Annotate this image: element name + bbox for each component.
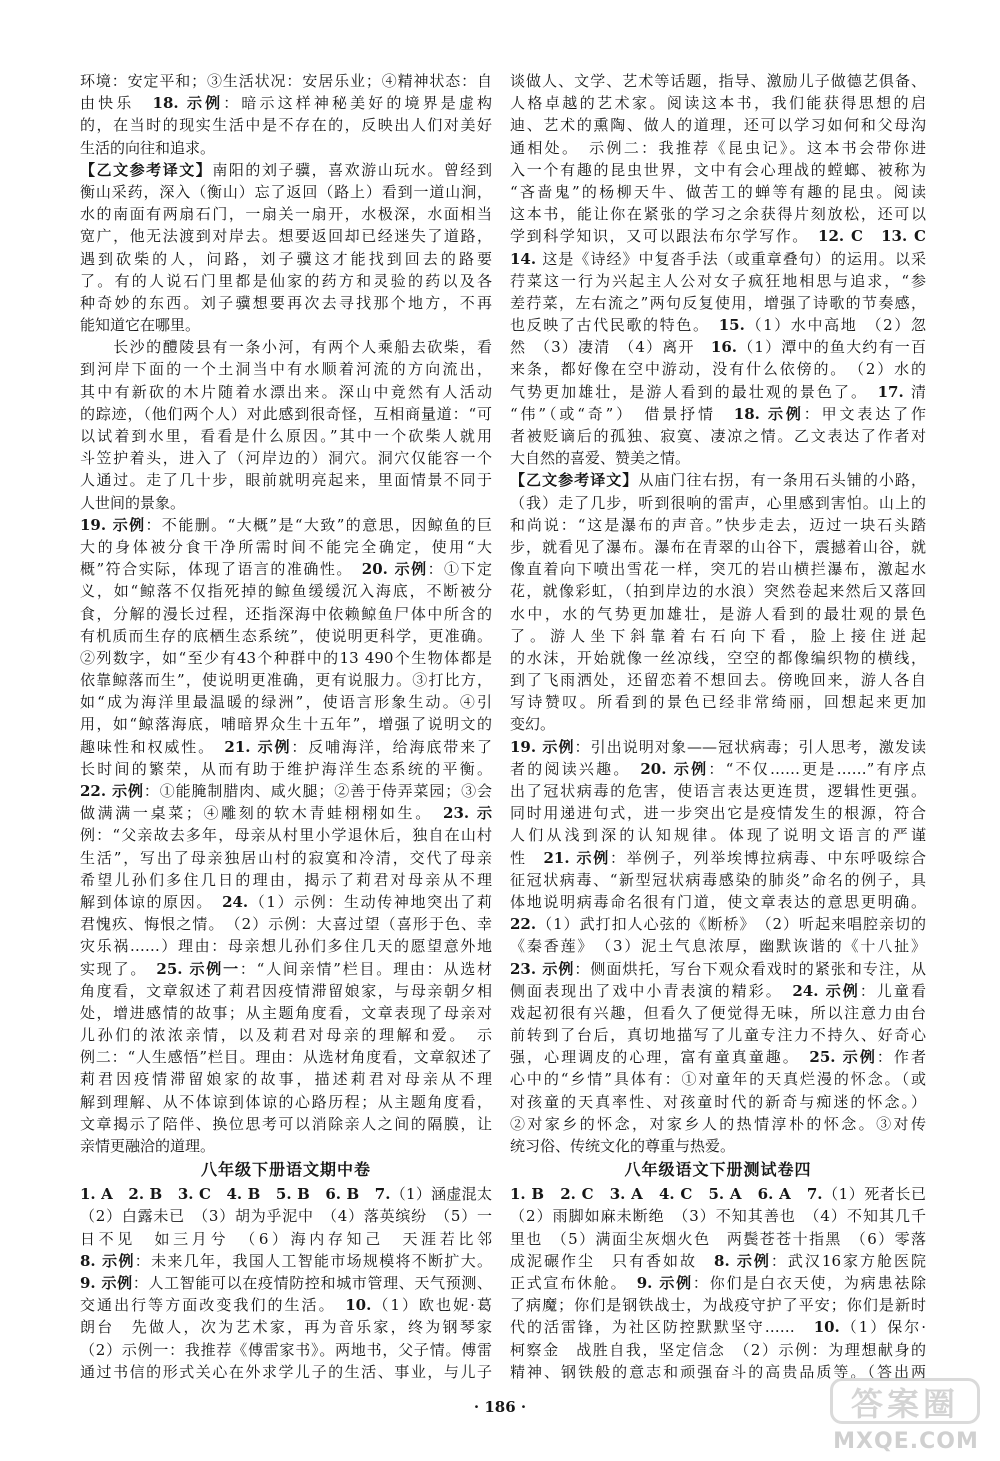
text-line: （2）雨脚如麻未断绝 （3）不知其善也 （4）不知其几千 — [510, 1207, 926, 1226]
question-number: 18. 示例 — [152, 94, 224, 113]
text-line: 22.（1）武打扣人心弦的《断桥》 （2）听起来唱腔亲切的 — [510, 915, 926, 934]
text-line: 做满满一桌菜；④雕刻的软木青蛙栩栩如生。 23. 示 — [80, 804, 492, 823]
text-line: 水中，水的气势更加雄壮，是游人看到的最壮观的景色 — [510, 604, 926, 623]
text-line: 能知道它在哪里。 — [80, 316, 201, 335]
text-line: 其中有新砍的木片随着水漂出来。深山中竟然有人活动 — [80, 382, 492, 401]
question-number: 13. C — [881, 227, 926, 246]
text-line: 的水沫，开始就像一丝凉线，空空的都像编织物的横线， — [510, 648, 926, 667]
text-line: （我）走了几步，听到很响的雷声，心里感到害怕。山上的 — [510, 493, 926, 512]
text-line: 学到科学知识，又可以跟法布尔学写作。 12. C 13. C — [510, 227, 926, 246]
text-line: ②对家乡的怀念，对家乡人的热情淳朴的怀念。③对传 — [510, 1114, 926, 1133]
question-number: 23. 示例 — [510, 959, 575, 978]
text-line: 心中的“乡情”具体有：①对童年的天真烂漫的怀念。（或 — [510, 1070, 926, 1089]
text-line: 【乙文参考译文】南阳的刘子骥，喜欢游山玩水。曾经到 — [80, 160, 492, 179]
text-line: 大的身体被分食干净所需时间不能完全确定，使用“大 — [80, 537, 492, 556]
text-line: 和尚说：“这是瀑布的声音。”快步走去，迈过一块石头踏 — [510, 515, 926, 534]
question-number: 21. 示例 — [224, 737, 292, 756]
text-line: 22. 示例：①能腌制腊肉、咸火腿；②善于侍弄菜园；③会 — [80, 782, 492, 800]
text-line: 出了冠状病毒的危害，使语言表达更连贯，逻辑性更强。 — [510, 782, 926, 800]
text-line: 生活”，写出了母亲独居山村的寂寞和冷清，交代了母亲 — [80, 848, 492, 867]
text-line: 像直着向下喷出雪花一样，突兀的岩山横拦瀑布，激起水 — [510, 560, 926, 579]
text-line: 也反映了古代民歌的特色。 15.（1）水中高地 （2）忽 — [510, 316, 926, 335]
text-line: 食，分解的漫长过程，还指深海中依赖鲸鱼尸体中所含的 — [80, 604, 492, 623]
text-line: 儿孙们的浓浓亲情，以及莉君对母亲的理解和爱。 示 — [80, 1026, 492, 1045]
text-line: 变幻。 — [510, 715, 556, 734]
text-line: 生活的向往和追求。 — [80, 138, 216, 157]
text-line: 9. 示例：人工智能可以在疫情防控和城市管理、天气预测、 — [80, 1273, 492, 1292]
question-number: 8. 示例 — [80, 1251, 135, 1270]
text-line: 由快乐 18. 示例：暗示这样神秘美好的境界是虚构 — [80, 94, 492, 113]
text-line: 解到理解、从不体谅到体谅的心路历程；从主题角度看， — [80, 1092, 492, 1111]
text-line: 趣味性和权威性。 21. 示例：反哺海洋，给海底带来了 — [80, 737, 492, 756]
text-line: 人通过。走了几十步，眼前就明亮起来，里面情景不同于 — [80, 471, 492, 490]
text-line: 同时用递进句式，进一步突出它是疫情发生的根源，符合 — [510, 804, 926, 823]
text-line: 者的阅读兴趣。 20. 示例：“不仅……更是……”有序点 — [510, 759, 926, 778]
text-line: “伟”（或“奇”） 借景抒情 18. 示例：甲文表达了作 — [510, 404, 926, 423]
question-number: 20. 示例 — [361, 560, 428, 579]
text-line: 人世间的景象。 — [80, 493, 186, 512]
text-line: 莉君因疫情滞留娘家的故事，描述莉君对母亲从不理 — [80, 1070, 492, 1089]
question-number: 5. A — [708, 1185, 742, 1204]
text-line: 成泥碾作尘 只有香如故 8. 示例：武汉16家方舱医院 — [510, 1251, 926, 1270]
question-number: 25. 示例 — [809, 1048, 877, 1067]
question-number: 16. — [710, 338, 738, 357]
question-number: 23. 示 — [443, 804, 492, 823]
question-number: 6. A — [757, 1185, 791, 1204]
text-line: 例二：“人生感悟”栏目。理由：从选材角度看，文章叙述了 — [80, 1048, 492, 1067]
text-line: 如“成为海洋里最温暖的绿洲”，使语言形象生动。④引 — [80, 693, 492, 712]
question-number: 25. 示例一 — [156, 959, 240, 978]
text-line: 写诗赞叹。所看到的景色已经非常绮丽，回想起来更加 — [510, 693, 926, 712]
right-column — [510, 70, 926, 1383]
question-number: 19. 示例 — [80, 515, 146, 534]
text-line: 步，就看见了瀑布。瀑布在青翠的山谷下，震撼着山谷，就 — [510, 537, 926, 556]
text-line: 实现了。 25. 示例一：“人间亲情”栏目。理由：从选材 — [80, 959, 492, 978]
section-heading: 八年级下册语文期中卷 — [200, 1160, 371, 1180]
text-line: 君愧疚、悔恨之情。 （2）示例：大喜过望（喜形于色、幸 — [80, 915, 492, 934]
text-line: 处，增进感情的故事；从主题角度看，文章表现了母亲对 — [80, 1003, 492, 1022]
text-line: 例：“父亲故去多年，母亲从村里小学退休后，独自在山村 — [80, 826, 492, 845]
text-line: 水的南面有两扇石门，一扇关一扇开，水极深，水面相当 — [80, 205, 492, 224]
question-number: 12. C — [818, 227, 863, 246]
text-line: 统习俗、传统文化的尊重与热爱。 — [510, 1137, 736, 1155]
text-line: 概”符合实际，体现了语言的准确性。 20. 示例：①下定 — [80, 560, 492, 579]
text-line: ②列数字，如“至少有43个种群中的13 490个生物体都是 — [80, 648, 492, 667]
text-line: 荇菜这一行为兴起主人公对女子疯狂地相思与追求，“参 — [510, 271, 926, 290]
text-line: 斗笠护着头，进入了（河岸边的）洞穴。洞穴仅能容一个 — [80, 449, 492, 468]
text-line: 《秦香莲》 （3）泥土气息浓厚，幽默诙谐的《十八扯》 — [510, 937, 926, 956]
text-line: 柯察金 战胜自我，坚定信念 （2）示例：为理想献身的 — [510, 1340, 926, 1359]
text-line: 文章揭示了陪伴、换位思考可以消除亲人之间的隔膜，让 — [80, 1114, 492, 1133]
text-line: 长时间的繁荣，从而有助于维护海洋生态系统的平衡。 — [80, 759, 492, 778]
question-number: 2. C — [560, 1185, 594, 1204]
question-number: 3. A — [609, 1185, 643, 1204]
question-number: 8. 示例 — [714, 1251, 771, 1270]
text-line: （2）示例一：我推荐《傅雷家书》。两地书，父子情。傅雷 — [80, 1340, 492, 1359]
text-line: 谈做人、文学、艺术等话题，指导、激励儿子做德艺俱备、 — [510, 72, 926, 90]
text-line: 日不见 如三月兮 （6）海内存知己 天涯若比邻 — [80, 1229, 492, 1248]
watermark-logo: 答案圈 — [830, 1378, 980, 1424]
text-line: 1. B 2. C 3. A 4. C 5. A 6. A 7.（1）死者长已 — [510, 1185, 926, 1204]
text-line: 14. 这是《诗经》中复沓手法（或重章叠句）的运用。以采 — [510, 249, 926, 268]
text-line: “吝啬鬼”的杨柳天牛、做苦工的蝉等有趣的昆虫。阅读 — [510, 182, 926, 201]
text-line: 解到体谅的原因。 24.（1）示例：生动传神地突出了莉 — [80, 892, 492, 911]
question-number: 20. 示例 — [640, 759, 709, 778]
text-line: 对孩童的天真率性、对孩童时代的新奇与痴迷的怀念。） — [510, 1092, 926, 1111]
section-heading: 八年级语文下册测试卷四 — [624, 1160, 812, 1180]
translation-label: 【乙文参考译文】 — [80, 160, 213, 179]
text-line: 征冠状病毒、“新型冠状病毒感染的肺炎”命名的例子，具 — [510, 870, 926, 889]
text-line: 侧面表现出了戏中小青表演的精彩。 24. 示例：儿童看 — [510, 981, 926, 1000]
question-number: 10. — [345, 1296, 372, 1315]
question-number: 7. — [374, 1185, 391, 1204]
text-line: 种奇妙的东西。刘子骥想要再次去寻找那个地方，不再 — [80, 293, 492, 312]
text-line: 通相处。 示例二：我推荐《昆虫记》。这本书会带你进 — [510, 138, 926, 157]
text-line: 迪、艺术的熏陶、做人的道理，还可以学习如何和父母沟 — [510, 116, 926, 135]
text-line: 到了飞雨洒处，还留恋着不想回去。傍晚回来，游人各自 — [510, 671, 926, 690]
text-line: 的，在当时的现实生活中是不存在的，反映出人们对美好 — [80, 116, 492, 135]
text-line: 人格卓越的艺术家。阅读这本书，我们能获得思想的启 — [510, 94, 926, 113]
text-line: 精神、钢铁般的意志和顽强奋斗的高贵品质等。（答出两 — [510, 1362, 926, 1381]
question-number: 9. 示例 — [636, 1273, 693, 1292]
question-number: 19. 示例 — [510, 737, 575, 756]
text-line: 义，如“鲸落不仅指死掉的鲸鱼缓缓沉入海底，不断被分 — [80, 582, 492, 601]
question-number: 2. B — [128, 1185, 163, 1204]
text-line: 大自然的喜爱、赞美之情。 — [510, 449, 691, 468]
text-line: 的踪迹，（他们两个人）对此感到很奇怪，互相商量道：“可 — [80, 404, 492, 423]
question-number: 22. 示例 — [80, 782, 144, 800]
question-number: 10. — [813, 1318, 840, 1337]
text-line: 衡山采药，深入（衡山）忘了返回（路上）看到一道山涧， — [80, 182, 492, 201]
text-line: 入一个有趣的昆虫世界，文中有会心理战的螳螂、被称为 — [510, 160, 926, 179]
text-line: 长沙的醴陵县有一条小河，有两个人乘船去砍柴，看 — [80, 338, 492, 357]
text-line: 性 21. 示例：举例子，列举埃博拉病毒、中东呼吸综合 — [510, 848, 926, 867]
translation-label: 【乙文参考译文】 — [510, 471, 639, 490]
question-number: 9. 示例 — [80, 1273, 133, 1292]
text-line: 用，如“鲸落海底，哺暗界众生十五年”，增强了说明文的 — [80, 715, 492, 734]
text-line: 人们从浅到深的认知规律。体现了说明文语言的严谨 — [510, 826, 926, 845]
text-line: 差荇菜，左右流之”两句反复使用，增强了诗歌的节奏感， — [510, 293, 926, 312]
text-line: 依靠鲸落而生”，使说明更准确，更有说服力。③打比方， — [80, 671, 492, 690]
text-line: 亲情更融洽的道理。 — [80, 1137, 216, 1155]
page-number: · 186 · — [473, 1398, 527, 1416]
text-line: 了病魔；你们是钢铁战士，为战疫守护了平安；你们是新时 — [510, 1296, 926, 1315]
text-line: 然 （3）凄清 （4）离开 16.（1）潭中的鱼大约有一百 — [510, 338, 926, 357]
question-number: 1. A — [80, 1185, 113, 1204]
question-number: 18. 示例 — [733, 404, 804, 423]
text-line: 戏起初很有兴趣，但看久了便觉得无味，所以注意力由台 — [510, 1003, 926, 1022]
text-line: 了。游人坐下斜靠着右石向下看，脸上接住迸起 — [510, 626, 926, 645]
text-line: 气势更加雄壮，是游人看到的最壮观的景色了。 17. 清 — [510, 382, 926, 401]
question-number: 4. C — [658, 1185, 693, 1204]
text-line: 前转到了台后，真切地描写了儿童专注力不持久、好奇心 — [510, 1026, 926, 1045]
text-line: 19. 示例：不能删。“大概”是“大致”的意思，因鲸鱼的巨 — [80, 515, 492, 534]
text-line: 有机质而生存的底栖生态系统”，使说明更科学，更准确。 — [80, 626, 492, 645]
text-line: 到河岸下面的一个土洞当中有水顺着河流的方向流出， — [80, 360, 492, 379]
text-line: 通过书信的形式关心在外求学儿子的生活、事业，与儿子 — [80, 1362, 492, 1381]
text-line: 里也 （5）满面尘灰烟火色 两鬓苍苍十指黑 （6）零落 — [510, 1229, 926, 1248]
text-line: 正式宣布休舱。 9. 示例：你们是白衣天使，为病患祛除 — [510, 1273, 926, 1292]
question-number: 7. — [806, 1185, 823, 1204]
watermark-site: MXQE.COM — [833, 1429, 979, 1454]
text-line: 者被贬谪后的孤独、寂寞、凄凉之情。乙文表达了作者对 — [510, 427, 926, 445]
left-column — [80, 70, 492, 1383]
text-line: 角度看，文章叙述了莉君因疫情滞留娘家，与母亲朝夕相 — [80, 981, 492, 1000]
text-line: 体地说明病毒命名很有门道，使文章表达的意思更明确。 — [510, 892, 926, 911]
question-number: 17. — [877, 382, 911, 401]
text-line: 希望儿孙们多住几日的理由，揭示了莉君对母亲从不理 — [80, 870, 492, 889]
question-number: 22. — [510, 915, 537, 934]
text-line: 代的活雷锋，为社区防控默默坚守…… 10.（1）保尔· — [510, 1318, 926, 1337]
text-line: 宽广，他无法渡到对岸去。想要返回却已经迷失了道路， — [80, 227, 492, 246]
text-line: 灾乐祸……）理由：母亲想儿孙们多住几天的愿望意外地 — [80, 937, 492, 956]
question-number: 14. — [510, 249, 543, 268]
question-number: 24. — [222, 892, 249, 911]
text-line: 以试着到水里，看看是什么原因。”其中一个砍柴人就用 — [80, 427, 492, 445]
text-line: 1. A 2. B 3. C 4. B 5. B 6. B 7.（1）涵虚混太 — [80, 1185, 492, 1204]
text-line: 遇到砍柴的人，问路，刘子骥这才能找到回去的路要 — [80, 249, 492, 268]
question-number: 4. B — [226, 1185, 261, 1204]
text-line: 强，心理调皮的心理，富有童真童趣。 25. 示例：作者 — [510, 1048, 926, 1067]
text-line: 了。有的人说石门里都是仙家的药方和灵验的药以及各 — [80, 271, 492, 290]
text-line: 来条，都好像在空中游动，没有什么依傍的。 （2）水的 — [510, 360, 926, 379]
question-number: 24. 示例 — [792, 981, 860, 1000]
question-number: 1. B — [510, 1185, 545, 1204]
text-line: 交通出行等方面改变我们的生活。 10.（1）欧也妮·葛 — [80, 1296, 492, 1315]
question-number: 3. C — [177, 1185, 211, 1204]
text-line: 23. 示例：侧面烘托，写台下观众看戏时的紧张和专注，从 — [510, 959, 926, 978]
text-line: 朗台 先做人，次为艺术家，再为音乐家，终为钢琴家 — [80, 1318, 492, 1337]
question-number: 5. B — [275, 1185, 310, 1204]
question-number: 21. 示例 — [543, 848, 610, 867]
text-line: 环境：安定平和；③生活状况：安居乐业；④精神状态：自 — [80, 72, 492, 90]
text-line: 花，就像彩虹，（拍到岸边的水浪）突然卷起来然后又落回 — [510, 582, 926, 601]
text-line: 这本书，能让你在紧张的学习之余获得片刻放松，还可以 — [510, 205, 926, 224]
question-number: 15. — [718, 316, 745, 335]
question-number: 6. B — [325, 1185, 360, 1204]
text-line: （2）白露未已 （3）胡为乎泥中 （4）落英缤纷 （5）一 — [80, 1207, 492, 1226]
text-line: 【乙文参考译文】从庙门往右拐，有一条用石头铺的小路， — [510, 471, 926, 490]
text-line: 8. 示例：未来几年，我国人工智能市场规模将不断扩大。 — [80, 1251, 492, 1270]
text-line: 19. 示例：引出说明对象——冠状病毒；引人思考，激发读 — [510, 737, 926, 756]
